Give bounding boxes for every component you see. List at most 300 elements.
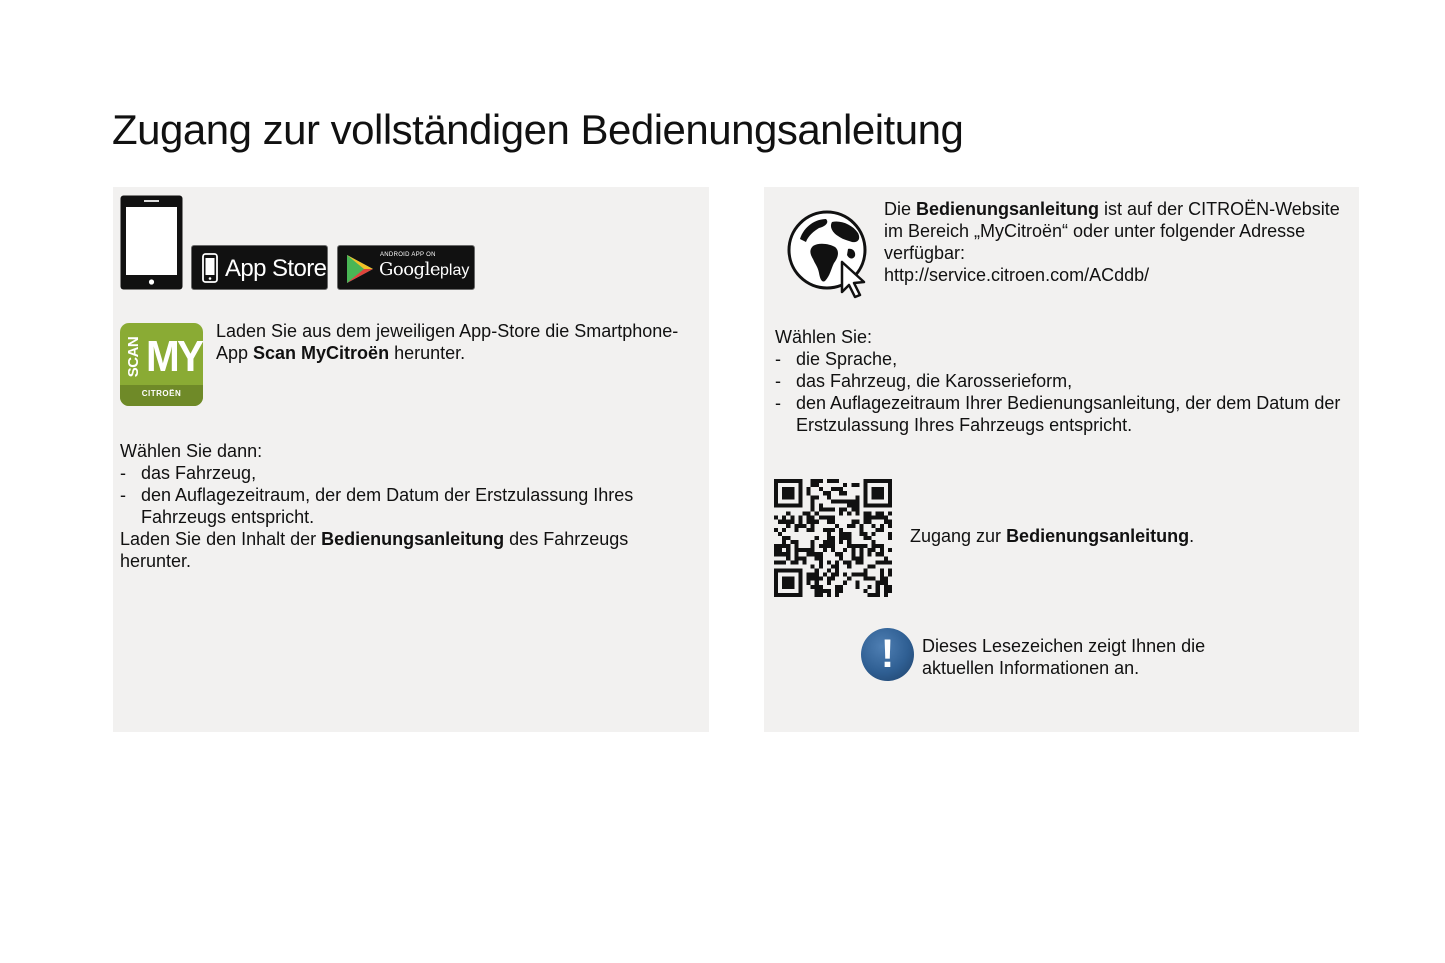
qr-module (876, 560, 880, 564)
qr-module (851, 544, 855, 548)
google-play-badge[interactable] (337, 245, 475, 290)
qr-module (880, 569, 884, 573)
qr-module (835, 573, 839, 577)
qr-module (851, 520, 855, 524)
qr-module (823, 528, 827, 532)
qr-module (827, 569, 831, 573)
qr-module (876, 585, 880, 589)
qr-module (827, 560, 831, 564)
qr-module (888, 532, 892, 536)
qr-module (888, 548, 892, 552)
qr-module (880, 524, 884, 528)
qr-module (790, 540, 794, 544)
app-download-text-pre: Laden Sie aus dem jeweiligen App-Store die Smartphone-App (216, 321, 679, 363)
qr-module (876, 552, 880, 556)
qr-module (811, 516, 815, 520)
qr-module (839, 507, 843, 511)
citroen-label: CITROËN (141, 389, 182, 398)
qr-module (794, 544, 798, 548)
qr-access-text (910, 525, 1330, 547)
qr-module (794, 524, 798, 528)
qr-module (868, 516, 872, 520)
qr-module (843, 507, 847, 511)
qr-module (876, 593, 880, 597)
qr-module (819, 507, 823, 511)
qr-module (872, 487, 884, 499)
qr-module (843, 532, 847, 536)
qr-module (819, 556, 823, 560)
google-play-suffix-label: play (440, 262, 470, 279)
website-instructions-panel (764, 187, 1359, 732)
qr-module (794, 548, 798, 552)
bookmark-info-text: Dieses Lesezeichen zeigt Ihnen die aktuellen Informationen an. (922, 636, 1206, 678)
qr-module (827, 544, 831, 548)
qr-module (831, 544, 835, 548)
qr-module (851, 556, 855, 560)
qr-module (868, 585, 872, 589)
qr-module (868, 552, 872, 556)
qr-module (815, 573, 819, 577)
qr-module (847, 536, 851, 540)
qr-module (884, 556, 888, 560)
qr-module (811, 499, 815, 503)
qr-module (798, 548, 802, 552)
website-info-text (884, 198, 1344, 286)
app-store-label: App Store (225, 255, 327, 282)
qr-module (888, 569, 892, 573)
qr-module (855, 556, 859, 560)
qr-module (884, 520, 888, 524)
qr-module (811, 483, 815, 487)
qr-module (811, 520, 815, 524)
qr-module (794, 556, 798, 560)
smartphone-icon (120, 195, 183, 290)
qr-module (847, 560, 851, 564)
qr-module (811, 540, 815, 544)
qr-module (819, 516, 823, 520)
qr-module (827, 577, 831, 581)
qr-module (782, 520, 786, 524)
qr-module (831, 540, 835, 544)
qr-module (807, 577, 811, 581)
qr-module (880, 528, 884, 532)
list-item: - das Fahrzeug, (120, 462, 680, 484)
qr-module (786, 524, 790, 528)
qr-module (855, 499, 859, 503)
qr-module (847, 503, 851, 507)
qr-module (778, 552, 782, 556)
qr-module (831, 577, 835, 581)
qr-module (847, 577, 851, 581)
qr-module (811, 528, 815, 532)
qr-module (802, 556, 806, 560)
qr-module (815, 495, 819, 499)
qr-module (831, 520, 835, 524)
qr-module (819, 589, 823, 593)
qr-module (831, 507, 835, 511)
website-text-pre: Die (884, 199, 917, 219)
qr-module (851, 552, 855, 556)
qr-module (884, 585, 888, 589)
qr-module (872, 516, 876, 520)
qr-module (774, 548, 778, 552)
qr-module (831, 487, 835, 491)
list-item: - den Auflagezeitraum, der dem Datum der Erstzulassung Ihres Fahrzeugs entspricht. (120, 484, 680, 528)
qr-module (884, 577, 888, 581)
qr-module (823, 540, 827, 544)
qr-module (807, 552, 811, 556)
qr-module (815, 577, 819, 581)
qr-module (790, 560, 794, 564)
qr-module (843, 491, 847, 495)
qr-module (827, 495, 831, 499)
qr-module (864, 512, 868, 516)
qr-module (884, 581, 888, 585)
qr-module (880, 544, 884, 548)
qr-module (811, 564, 815, 568)
qr-module (823, 491, 827, 495)
qr-code[interactable] (774, 479, 892, 597)
qr-module (778, 560, 782, 564)
qr-module (790, 520, 794, 524)
qr-module (880, 581, 884, 585)
qr-module (807, 548, 811, 552)
qr-module (888, 589, 892, 593)
qr-module (835, 479, 839, 483)
qr-module (888, 512, 892, 516)
qr-module (872, 577, 876, 581)
qr-module (811, 503, 815, 507)
qr-module (802, 524, 806, 528)
qr-module (790, 516, 794, 520)
qr-module (872, 540, 876, 544)
app-name-bold: Scan MyCitroën (253, 343, 390, 363)
scan-mycitroen-app-icon (120, 323, 203, 406)
list-item: - die Sprache, (775, 348, 1345, 370)
globe-cursor-icon (786, 209, 878, 301)
qr-module (835, 585, 839, 589)
qr-module (855, 581, 859, 585)
qr-module (802, 560, 806, 564)
qr-module (782, 540, 786, 544)
qr-module (864, 569, 868, 573)
qr-module (864, 589, 868, 593)
qr-module (815, 536, 819, 540)
qr-module (880, 577, 884, 581)
qr-module (827, 479, 831, 483)
qr-module (835, 524, 839, 528)
qr-module (880, 573, 884, 577)
qr-module (880, 560, 884, 564)
qr-module (815, 556, 819, 560)
qr-text-pre: Zugang zur (910, 526, 1007, 546)
qr-module (835, 569, 839, 573)
qr-module (811, 552, 815, 556)
qr-module (835, 589, 839, 593)
qr-module (839, 499, 843, 503)
qr-module (774, 516, 778, 520)
website-text-post: ist auf der CITROËN-Website im Bereich „MyCitroën“ oder unter folgender Adresse verfügbar: (884, 199, 1340, 263)
qr-module (839, 556, 843, 560)
iphone-icon (202, 253, 218, 283)
qr-module (831, 548, 835, 552)
qr-module (831, 564, 835, 568)
qr-module (811, 573, 815, 577)
qr-module (847, 532, 851, 536)
info-exclamation-mark: ! (880, 632, 895, 676)
qr-module (843, 573, 847, 577)
qr-module (855, 507, 859, 511)
qr-module (778, 532, 782, 536)
qr-module (782, 544, 786, 548)
qr-module (798, 516, 802, 520)
qr-module (802, 548, 806, 552)
qr-module (839, 487, 843, 491)
qr-module (807, 573, 811, 577)
qr-module (815, 512, 819, 516)
choose-list (775, 348, 1345, 436)
qr-module (855, 520, 859, 524)
qr-module (855, 585, 859, 589)
qr-module (794, 528, 798, 532)
qr-module (794, 552, 798, 556)
qr-module (774, 560, 778, 564)
qr-module (855, 503, 859, 507)
choose-list (120, 462, 680, 528)
qr-module (864, 536, 868, 540)
qr-module (888, 520, 892, 524)
language-vehicle-instructions (775, 326, 1345, 436)
qr-module (855, 544, 859, 548)
qr-module (827, 516, 831, 520)
qr-module (868, 536, 872, 540)
qr-module (835, 593, 839, 597)
qr-text-post: . (1189, 526, 1195, 546)
qr-module (782, 560, 786, 564)
qr-module (782, 516, 786, 520)
qr-module (855, 573, 859, 577)
qr-module (819, 577, 823, 581)
qr-module (888, 573, 892, 577)
qr-module (811, 479, 815, 483)
qr-module (786, 512, 790, 516)
qr-module (888, 536, 892, 540)
qr-module (888, 560, 892, 564)
qr-module (819, 585, 823, 589)
qr-module (868, 520, 872, 524)
qr-module (855, 483, 859, 487)
qr-module (859, 548, 863, 552)
qr-module (815, 552, 819, 556)
qr-module (827, 536, 831, 540)
qr-module (786, 556, 790, 560)
qr-module (827, 520, 831, 524)
list-item: - den Auflagezeitraum Ihrer Bedienungsanleitung, der dem Datum der Erstzulassung Ihres Fahrzeugs entspricht. (775, 392, 1345, 436)
qr-module (778, 544, 782, 548)
qr-module (859, 556, 863, 560)
qr-module (843, 536, 847, 540)
qr-module (823, 589, 827, 593)
qr-module (794, 560, 798, 564)
qr-module (843, 560, 847, 564)
qr-module (876, 516, 880, 520)
qr-module (888, 524, 892, 528)
qr-module (839, 540, 843, 544)
qr-module (782, 577, 794, 589)
qr-module (815, 589, 819, 593)
qr-module (831, 573, 835, 577)
qr-module (880, 552, 884, 556)
qr-module (819, 487, 823, 491)
qr-module (827, 491, 831, 495)
qr-module (811, 577, 815, 581)
qr-module (847, 544, 851, 548)
qr-module (782, 528, 786, 532)
qr-module (859, 528, 863, 532)
qr-module (859, 544, 863, 548)
qr-module (847, 564, 851, 568)
app-instructions-panel (113, 187, 709, 732)
qr-module (876, 512, 880, 516)
service-url-link[interactable]: http://service.citroen.com/ACddb/ (884, 265, 1150, 285)
qr-module (839, 532, 843, 536)
qr-module (831, 499, 835, 503)
qr-module (876, 589, 880, 593)
qr-module (872, 532, 876, 536)
qr-module (888, 585, 892, 589)
app-download-text (216, 320, 702, 364)
qr-module (884, 516, 888, 520)
qr-module (859, 573, 863, 577)
qr-module (876, 544, 880, 548)
qr-module (798, 524, 802, 528)
qr-module (868, 512, 872, 516)
download-text-pre: Laden Sie den Inhalt der (120, 529, 322, 549)
qr-module (786, 552, 790, 556)
qr-module (864, 573, 868, 577)
qr-module (811, 495, 815, 499)
info-bookmark-icon (861, 628, 914, 681)
qr-module (774, 544, 778, 548)
website-text-bold: Bedienungsanleitung (916, 199, 1100, 219)
qr-module (831, 479, 835, 483)
qr-module (872, 564, 876, 568)
qr-module (786, 520, 790, 524)
qr-module (827, 593, 831, 597)
qr-module (847, 499, 851, 503)
qr-module (864, 544, 868, 548)
qr-module (864, 577, 868, 581)
qr-module (831, 536, 835, 540)
qr-module (876, 581, 880, 585)
vehicle-selection-instructions (120, 440, 680, 572)
qr-module (819, 564, 823, 568)
qr-module (811, 544, 815, 548)
qr-module (774, 528, 778, 532)
qr-module (851, 548, 855, 552)
choose-heading: Wählen Sie: (775, 327, 873, 347)
qr-module (798, 556, 802, 560)
qr-module (839, 491, 843, 495)
qr-module (819, 544, 823, 548)
qr-module (794, 540, 798, 544)
choose-heading: Wählen Sie dann: (120, 441, 263, 461)
qr-module (823, 507, 827, 511)
qr-module (782, 536, 786, 540)
qr-module (835, 499, 839, 503)
qr-module (868, 564, 872, 568)
qr-module (868, 593, 872, 597)
qr-module (847, 540, 851, 544)
qr-module (823, 516, 827, 520)
qr-module (786, 544, 790, 548)
qr-module (819, 503, 823, 507)
qr-module (819, 560, 823, 564)
google-play-top-label: ANDROID APP ON (380, 252, 436, 258)
qr-module (786, 548, 790, 552)
qr-module (884, 560, 888, 564)
qr-module (839, 552, 843, 556)
qr-module (774, 552, 778, 556)
qr-module (884, 593, 888, 597)
page-title: Zugang zur vollständigen Bedienungsanleitung (112, 106, 964, 153)
qr-module (827, 507, 831, 511)
qr-module (807, 581, 811, 585)
qr-module (815, 483, 819, 487)
qr-module (851, 573, 855, 577)
qr-module (807, 512, 811, 516)
qr-module (823, 573, 827, 577)
qr-module (827, 589, 831, 593)
app-download-text-post: herunter. (389, 343, 466, 363)
qr-module (859, 532, 863, 536)
qr-module (851, 507, 855, 511)
qr-module (851, 499, 855, 503)
qr-module (807, 528, 811, 532)
qr-module (835, 552, 839, 556)
qr-module (819, 552, 823, 556)
qr-module (811, 548, 815, 552)
qr-module (864, 520, 868, 524)
qr-module (811, 507, 815, 511)
qr-module (851, 483, 855, 487)
qr-module (835, 564, 839, 568)
qr-module (839, 585, 843, 589)
qr-module (872, 593, 876, 597)
qr-module (835, 487, 839, 491)
qr-module (786, 536, 790, 540)
qr-module (807, 516, 811, 520)
scan-label: SCAN (125, 336, 142, 378)
qr-module (815, 520, 819, 524)
app-store-badge[interactable] (191, 245, 328, 290)
qr-module (851, 503, 855, 507)
qr-module (859, 560, 863, 564)
qr-module (855, 512, 859, 516)
qr-module (778, 520, 782, 524)
qr-module (827, 528, 831, 532)
qr-module (847, 512, 851, 516)
qr-module (843, 548, 847, 552)
qr-module (831, 516, 835, 520)
qr-module (827, 532, 831, 536)
qr-module (807, 520, 811, 524)
list-item: - das Fahrzeug, die Karosserieform, (775, 370, 1345, 392)
qr-module (880, 516, 884, 520)
qr-module (827, 540, 831, 544)
qr-module (819, 593, 823, 597)
google-brand-label: Google (379, 259, 440, 280)
